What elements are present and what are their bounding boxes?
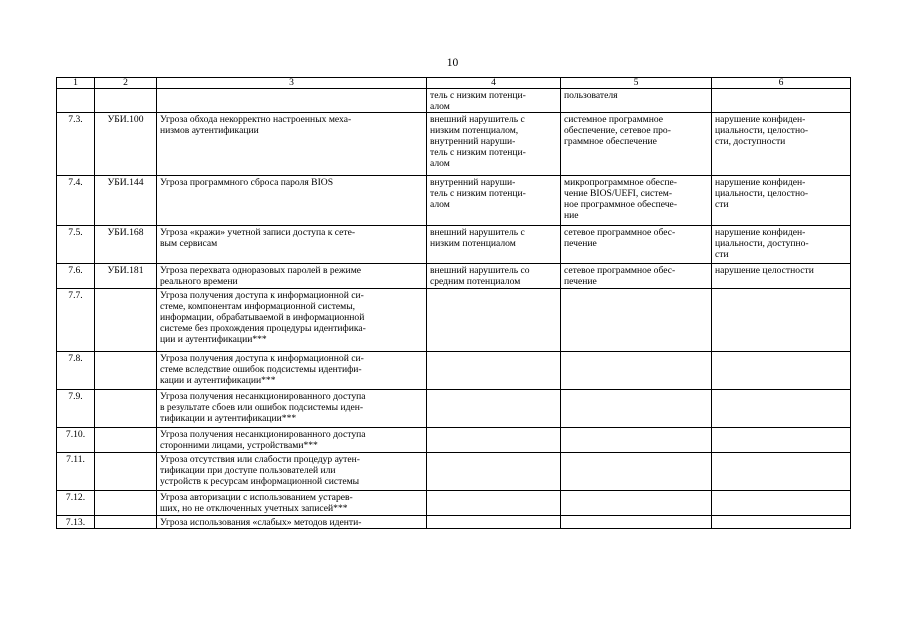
row-number-cell (57, 89, 95, 113)
table-row (57, 352, 851, 390)
threat-source-cell (427, 390, 561, 428)
row-number-cell: 7.10. (57, 428, 95, 453)
row-number-cell: 7.7. (57, 289, 95, 352)
table-row (57, 264, 851, 289)
impact-object-cell: системное программное обеспечение, сетевое про- граммное обеспечение (561, 113, 712, 176)
threat-code-cell (95, 352, 157, 390)
threat-code-cell: УБИ.100 (95, 113, 157, 176)
table-row (57, 113, 851, 176)
threat-description-cell: Угроза получения доступа к информационной си- стеме вследствие ошибок подсистемы идентифи- кации и аутентификации*** (157, 352, 427, 390)
column-header: 1 (57, 78, 95, 89)
row-number-cell: 7.5. (57, 226, 95, 264)
threat-source-cell (427, 453, 561, 491)
row-number-cell: 7.13. (57, 516, 95, 529)
threats-table (56, 77, 851, 529)
column-header: 2 (95, 78, 157, 89)
row-number-cell: 7.3. (57, 113, 95, 176)
consequence-cell (712, 428, 851, 453)
consequence-cell (712, 390, 851, 428)
threat-description-cell: Угроза «кражи» учетной записи доступа к сете- вым сервисам (157, 226, 427, 264)
threat-source-cell (427, 428, 561, 453)
page-number: 10 (446, 57, 459, 69)
threat-description-cell: Угроза получения несанкционированного доступа в результате сбоев или ошибок подсистемы иден- тификации и аутентификации*** (157, 390, 427, 428)
row-number-cell: 7.12. (57, 491, 95, 516)
consequence-cell (712, 352, 851, 390)
consequence-cell (712, 453, 851, 491)
threat-code-cell (95, 289, 157, 352)
threat-description-cell: Угроза программного сброса пароля BIOS (157, 176, 427, 226)
table-header-row (57, 78, 851, 89)
threat-description-cell: Угроза обхода некорректно настроенных меха- низмов аутентификации (157, 113, 427, 176)
table-row (57, 390, 851, 428)
threat-code-cell: УБИ.181 (95, 264, 157, 289)
threat-code-cell (95, 428, 157, 453)
table-row (57, 453, 851, 491)
consequence-cell (712, 89, 851, 113)
threat-source-cell: внутренний наруши- тель с низким потенци- алом (427, 176, 561, 226)
consequence-cell (712, 289, 851, 352)
column-header: 3 (157, 78, 427, 89)
impact-object-cell: пользователя (561, 89, 712, 113)
consequence-cell (712, 516, 851, 529)
impact-object-cell (561, 428, 712, 453)
threat-source-cell (427, 516, 561, 529)
threat-source-cell: внешний нарушитель с низким потенциалом, внутренний наруши- тель с низким потенци- алом (427, 113, 561, 176)
consequence-cell: нарушение конфиден- циальности, доступно- сти (712, 226, 851, 264)
column-header: 6 (712, 78, 851, 89)
table-row (57, 428, 851, 453)
threat-description-cell: Угроза авторизации с использованием устарев- ших, но не отключенных учетных записей*** (157, 491, 427, 516)
row-number-cell: 7.6. (57, 264, 95, 289)
threat-source-cell (427, 352, 561, 390)
threat-code-cell (95, 89, 157, 113)
threat-code-cell (95, 390, 157, 428)
threat-description-cell: Угроза перехвата одноразовых паролей в режиме реального времени (157, 264, 427, 289)
threat-description-cell: Угроза использования «слабых» методов иденти- (157, 516, 427, 529)
impact-object-cell (561, 390, 712, 428)
consequence-cell: нарушение конфиден- циальности, целостно- сти (712, 176, 851, 226)
impact-object-cell (561, 289, 712, 352)
threat-source-cell: внешний нарушитель с низким потенциалом (427, 226, 561, 264)
impact-object-cell (561, 491, 712, 516)
table-row (57, 89, 851, 113)
threat-description-cell (157, 89, 427, 113)
threat-code-cell (95, 453, 157, 491)
impact-object-cell: микропрограммное обеспе- чение BIOS/UEFI, систем- ное программное обеспече- ние (561, 176, 712, 226)
impact-object-cell (561, 453, 712, 491)
impact-object-cell: сетевое программное обес- печение (561, 264, 712, 289)
threat-code-cell (95, 491, 157, 516)
threat-description-cell: Угроза получения несанкционированного доступа сторонними лицами, устройствами*** (157, 428, 427, 453)
impact-object-cell: сетевое программное обес- печение (561, 226, 712, 264)
threat-source-cell: внешний нарушитель со средним потенциалом (427, 264, 561, 289)
threat-code-cell: УБИ.168 (95, 226, 157, 264)
threat-description-cell: Угроза отсутствия или слабости процедур аутен- тификации при доступе пользователей или устройств к ресурсам информационной системы (157, 453, 427, 491)
table-row (57, 226, 851, 264)
column-header: 5 (561, 78, 712, 89)
row-number-cell: 7.11. (57, 453, 95, 491)
threat-source-cell: тель с низким потенци- алом (427, 89, 561, 113)
consequence-cell (712, 491, 851, 516)
threat-source-cell (427, 491, 561, 516)
row-number-cell: 7.8. (57, 352, 95, 390)
threat-description-cell: Угроза получения доступа к информационной си- стеме, компонентам информационной системы, информации, обрабатываемой в информационной системе без прохождения процедуры идентифика- ции и аутентификации*** (157, 289, 427, 352)
table-row (57, 289, 851, 352)
threat-source-cell (427, 289, 561, 352)
consequence-cell: нарушение целостности (712, 264, 851, 289)
consequence-cell: нарушение конфиден- циальности, целостно- сти, доступности (712, 113, 851, 176)
impact-object-cell (561, 516, 712, 529)
table-row (57, 176, 851, 226)
table-row (57, 491, 851, 516)
column-header: 4 (427, 78, 561, 89)
impact-object-cell (561, 352, 712, 390)
row-number-cell: 7.9. (57, 390, 95, 428)
threat-code-cell: УБИ.144 (95, 176, 157, 226)
table-row (57, 516, 851, 529)
threat-code-cell (95, 516, 157, 529)
row-number-cell: 7.4. (57, 176, 95, 226)
